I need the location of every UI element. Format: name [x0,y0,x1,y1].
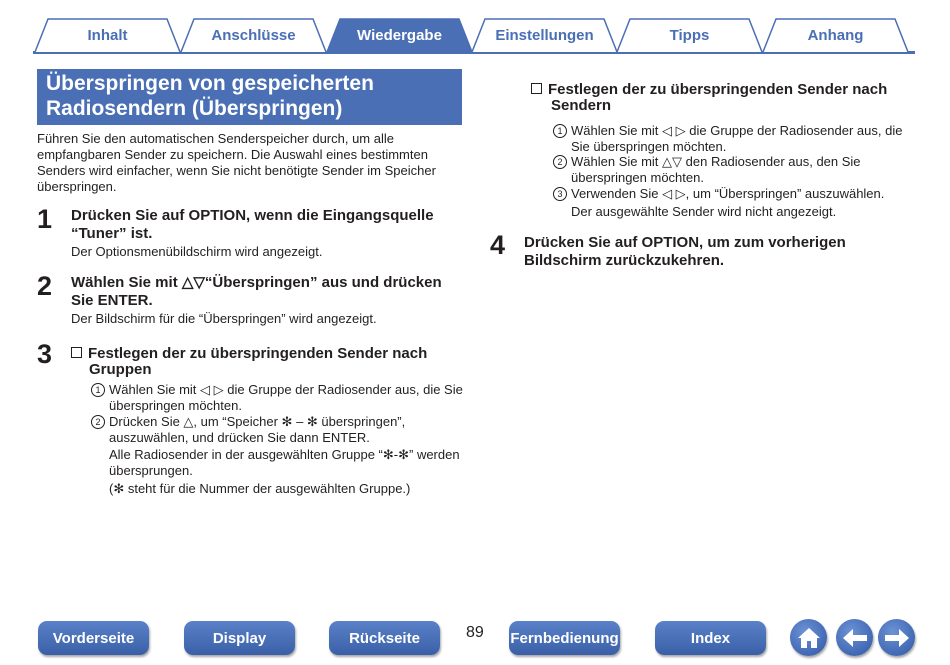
step-title [524,234,924,269]
home-button[interactable] [790,619,827,656]
note-line: Alle Radiosender in der ausgewählten Gruppe “✻-✻” werden [109,447,460,462]
subsection-title-line: Gruppen [89,361,152,378]
step-title-line: Drücken Sie auf OPTION, um zum vorherigen [524,234,846,251]
step-title [71,207,471,242]
list-item [553,154,923,186]
list-item-line: Wählen Sie mit ◁ ▷ die Gruppe der Radiosender aus, die [571,123,903,138]
step-title [71,274,471,309]
tab-anhang[interactable] [762,18,909,52]
circled-number: 2 [91,415,105,429]
circled-number: 2 [553,155,567,169]
step-title-line: “Tuner” ist. [71,224,153,242]
step-number: 2 [37,271,53,301]
list-item-line: Wählen Sie mit △▽ den Radiosender aus, den Sie [571,154,861,169]
list-item-line: auszuwählen, und drücken Sie dann ENTER. [109,430,370,445]
step-title-line: Wählen Sie mit △▽“Überspringen” aus und drücken [71,274,442,291]
list-item [91,382,471,414]
section-heading [37,69,462,125]
forward-button[interactable] [878,619,915,656]
subsection-title-line: Festlegen der zu überspringenden Sender nach [88,345,428,362]
list-item-line: Verwenden Sie ◁ ▷, um “Überspringen” auszuwählen. [571,186,885,201]
tab-label: Tipps [669,26,710,44]
note-text [109,447,469,479]
tab-label: Einstellungen [495,26,594,44]
section-title-line: Radiosendern (Überspringen) [46,97,343,120]
circled-number: 1 [91,383,105,397]
intro-text: Führen Sie den automatischen Senderspeicher durch, um alle empfangbaren Sender zu speichern. Die Auswahl eines bestimmten Senders wird einfacher, wenn Sie nicht benötigte Sender im Speicher überspringen. [37,131,436,194]
list-item [91,414,471,446]
vorderseite-button[interactable]: Vorderseite [38,621,149,655]
tab-wiedergabe[interactable] [326,18,473,52]
list-item-line: Sie überspringen möchten. [571,139,727,154]
page-number: 89 [466,624,484,641]
section-title-line: Überspringen von gespeicherten [46,72,374,95]
fernbedienung-button[interactable]: Fernbedienung [509,621,620,655]
step-number: 1 [37,204,53,234]
section-title [46,71,374,121]
list-item [553,186,923,220]
subsection-title [71,346,471,378]
tab-anschluesse[interactable] [180,18,327,52]
back-button[interactable] [836,619,873,656]
list-item-line: überspringen möchten. [571,170,704,185]
checkbox-icon [71,347,82,358]
step-title-line: Sie ENTER. [71,291,153,309]
tab-label: Anschlüsse [211,26,296,44]
subsection-title-line: Festlegen der zu überspringenden Sender nach [548,81,888,98]
step-title-line: Drücken Sie auf OPTION, wenn die Eingangsquelle [71,207,434,224]
index-button[interactable]: Index [655,621,766,655]
step-description: Der Bildschirm für die “Überspringen” wird angezeigt. [71,311,377,326]
display-button[interactable]: Display [184,621,295,655]
circled-number: 3 [553,187,567,201]
tab-bar [0,0,950,60]
note-text: (✻ steht für die Nummer der ausgewählten Gruppe.) [109,481,411,496]
list-item-line: Der ausgewählte Sender wird nicht angezeigt. [571,204,837,219]
note-line: übersprungen. [109,463,193,478]
tab-label: Anhang [807,26,864,44]
step-title-line: Bildschirm zurückzukehren. [524,251,725,269]
subsection-title-line: Sendern [551,97,612,114]
tab-label: Inhalt [87,26,128,44]
step-number: 3 [37,339,53,369]
forward-arrow-icon [884,628,910,648]
list-item-line: Wählen Sie mit ◁ ▷ die Gruppe der Radiosender aus, die Sie [109,382,463,397]
rueckseite-button[interactable]: Rückseite [329,621,440,655]
step-number: 4 [490,230,506,260]
tab-inhalt[interactable] [34,18,181,52]
checkbox-icon [531,83,542,94]
tab-einstellungen[interactable] [471,18,618,52]
step-description: Der Optionsmenübildschirm wird angezeigt. [71,244,323,259]
list-item [553,123,923,155]
subsection-title [531,82,921,114]
back-arrow-icon [842,628,868,648]
list-item-line: Drücken Sie △, um “Speicher ✻ – ✻ überspringen”, [109,414,406,429]
home-icon [797,627,821,649]
tab-label: Wiedergabe [357,26,442,44]
circled-number: 1 [553,124,567,138]
tab-tipps[interactable] [616,18,763,52]
list-item-line: überspringen möchten. [109,398,242,413]
